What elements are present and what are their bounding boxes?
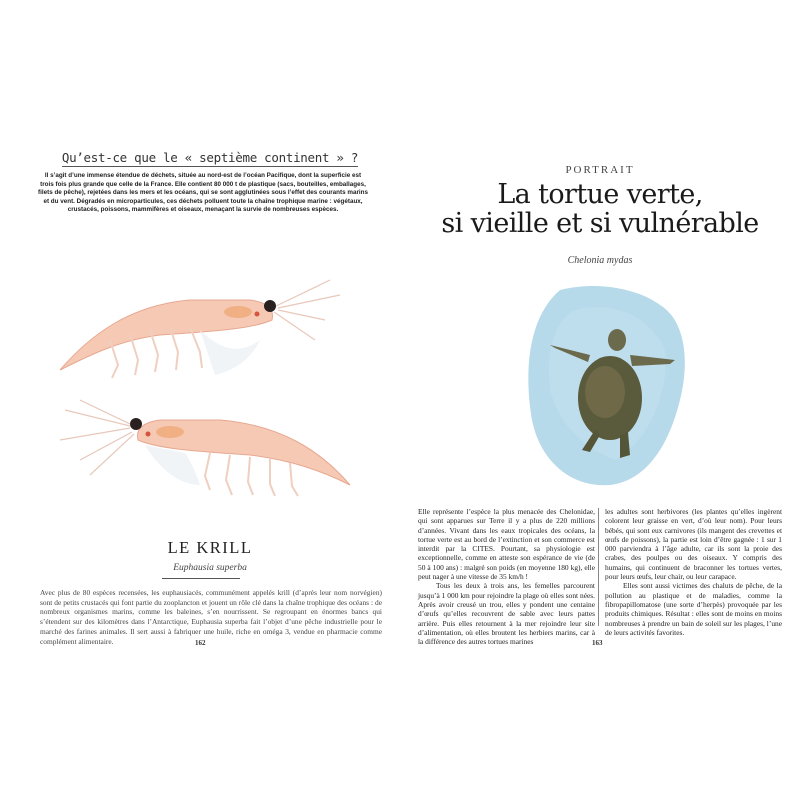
article-column-1 <box>418 507 595 646</box>
sidebar-body: Il s’agit d’une immense étendue de déchets, située au nord-est de l’océan Pacifique, dont la superficie est trois fois plus grande que celle de la France. Elle contient 80 000 t de plastique (sacs, bouteilles, emballages, filets de pêche), rejetées dans les mers et les océans, qui se sont agglutinées sous l’effet des courants marins et du vent. Dégradés en microparticules, ces déchets polluent toute la chaîne trophique marine : végétaux, crustacés, poissons, mammifères et oiseaux, menaçant la survie de nombreuses espèces. <box>38 172 369 214</box>
paragraph: Tous les deux à trois ans, les femelles parcourent jusqu’à 1 000 km pour rejoindre la plage où elles sont nées. Après avoir creusé un trou, elles y pondent une centaine d’œufs qu’elles recouvrent de sable avec leurs pattes arrière. Puis elles retournent à la mer rejoindre leur site d’alimentation, où elles broutent les herbiers marins, car à la différence des autres tortues marines <box>418 581 595 647</box>
column-divider <box>598 508 599 626</box>
latin-name: Chelonia mydas <box>567 255 633 266</box>
krill-illustration <box>50 260 360 510</box>
paragraph: Elle représente l’espèce la plus menacée des Chelonidae, qui sont apparues sur Terre il y a plus de 220 millions d’années. Vivant dans les eaux tropicales des océans, la tortue verte est au bord de l’extinction et son commerce est interdit par la CITES. Pourtant, sa physiologie est exceptionnelle, comme en atteste son espérance de vie (de 50 à 100 ans) : malgré son poids (en moyenne 180 kg), elle peut nager à une vitesse de 35 km/h ! <box>418 507 595 582</box>
krill-top-icon <box>60 280 340 378</box>
krill-bottom-icon <box>60 400 350 496</box>
krill-body-text: Avec plus de 80 espèces recensées, les euphausiacés, communément appelés krill (d’après leur nom norvégien) sont de petits crustacés qui font partie du zooplancton et jouent un rôle clé dans la chaîne trophique des océans : de nombreux organismes marins, comme les baleines, s’en nourrissent. Se regroupant en énormes bancs qui s’étendent sur des kilomètres dans l’Antarctique, Euphausia superba fait l’objet d’une pêche industrielle pour le marché des farines animales. Il sert aussi à fabriquer une huile, riche en oméga 3, vendue en pharmacie comme complément alimentaire. <box>40 588 382 646</box>
title-divider <box>162 578 240 579</box>
kicker: PORTRAIT <box>565 164 635 176</box>
section-title: LE KRILL <box>167 538 253 557</box>
sidebar-title <box>60 150 360 165</box>
page-number: 162 <box>195 639 206 647</box>
headline-line-2: si vieille et si vulnérable <box>441 208 759 239</box>
headline <box>400 180 800 238</box>
page-number: 163 <box>592 639 603 647</box>
paragraph: Elles sont aussi victimes des chaluts de pêche, de la pollution au plastique et de maladies, comme la fibropapillomatose (une sorte d’herpès) provoquée par les produits chimiques. Résultat : elles sont de moins en moins nombreuses à prendre un bain de soleil sur les plages, l’une de leurs activités favorites. <box>605 581 782 637</box>
article-column-2 <box>605 507 782 637</box>
paragraph: les adultes sont herbivores (les plantes qu’elles ingèrent colorent leur graisse en vert, d’où leur nom). Pour leurs bébés, qui sont eux carnivores (ils mangent des crevettes et œufs de poissons), la partie est loin d’être gagnée : 1 sur 1 000 parviendra à l’âge adulte, car ils sont la proie des crabes, des poulpes ou des oiseaux. Y compris des humains, qui continuent de braconner les tortues vertes, pour leurs œufs, leur chair, ou leur carapace. <box>605 507 782 582</box>
green-turtle-illustration <box>520 280 700 490</box>
headline-line-1: La tortue verte, <box>497 179 703 210</box>
sidebar-title-text: Qu’est-ce que le « septième continent » ? <box>61 150 359 165</box>
latin-name: Euphausia superba <box>173 563 247 573</box>
right-page <box>400 0 800 800</box>
